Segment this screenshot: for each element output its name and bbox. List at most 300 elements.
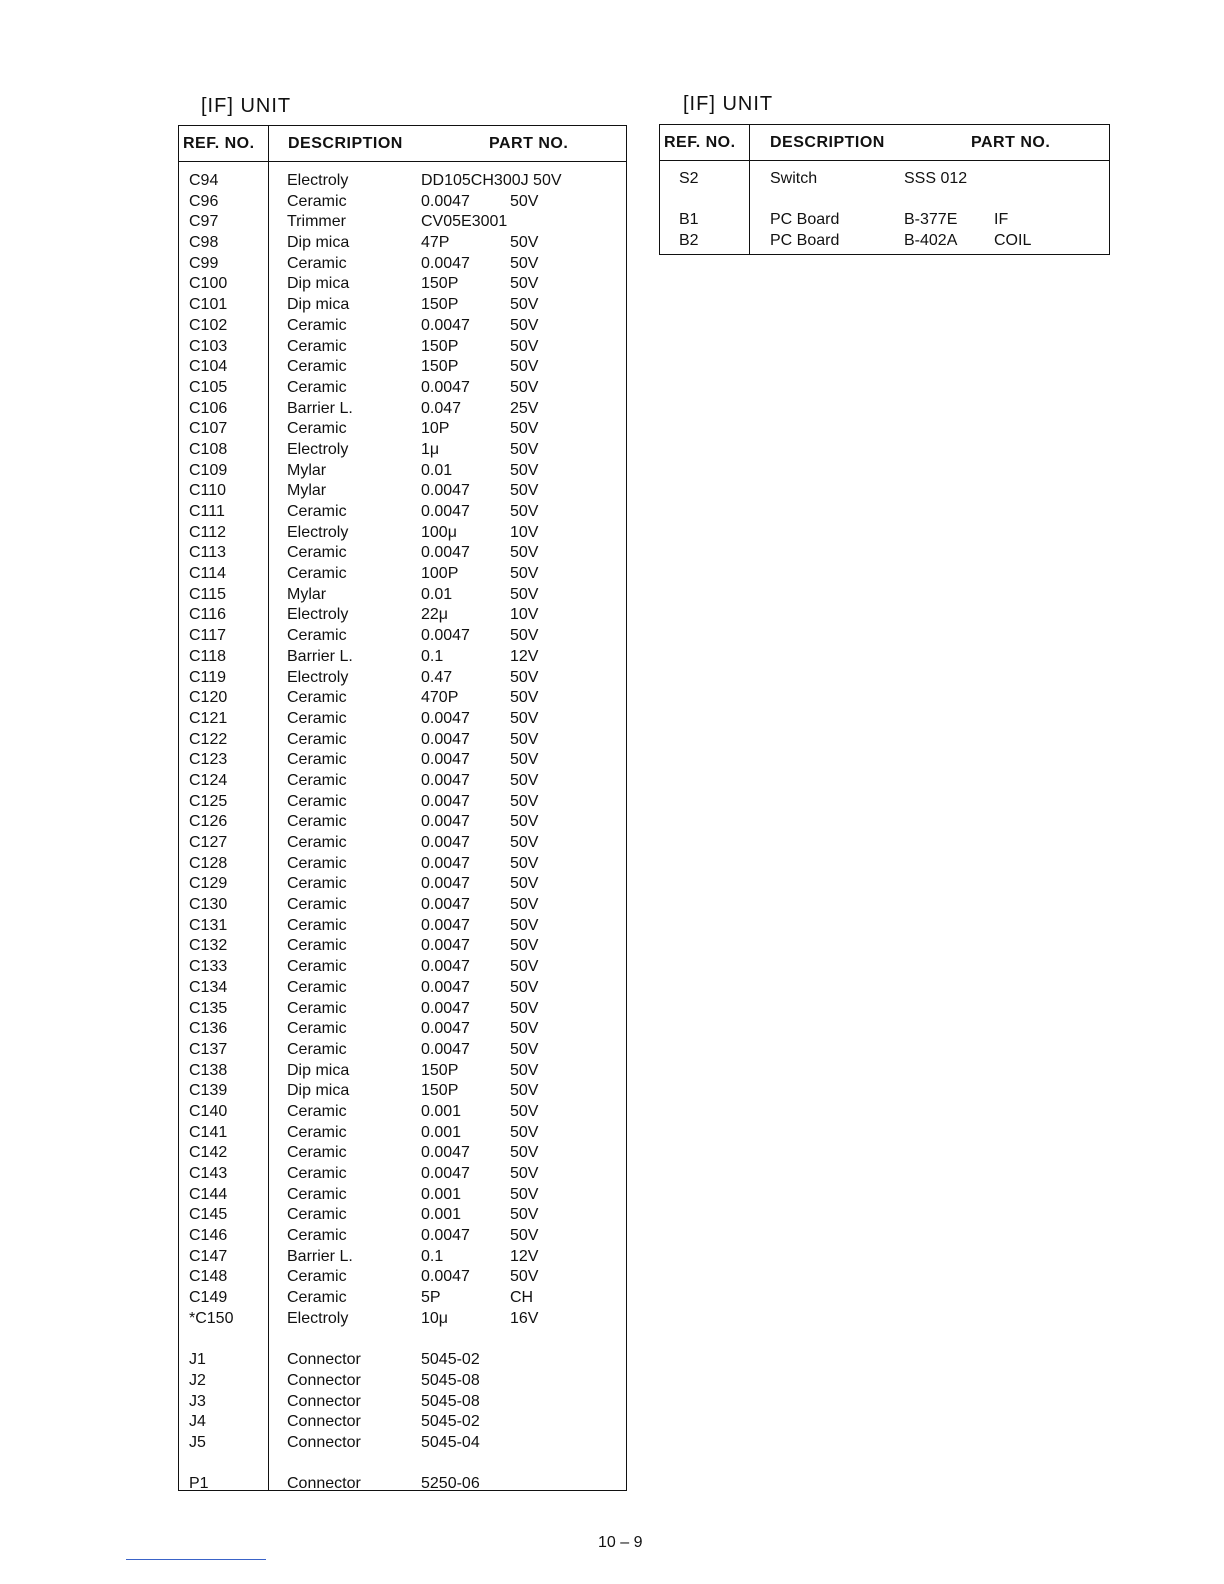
ref-no-cell: C117 xyxy=(189,627,227,645)
table-row xyxy=(660,169,1109,190)
table-row xyxy=(660,210,1109,231)
rating-cell: 50V xyxy=(510,316,539,334)
description-cell: Electroly xyxy=(287,523,349,541)
ref-no-cell: C131 xyxy=(189,916,228,934)
description-cell: Electroly xyxy=(287,1309,349,1327)
table-row xyxy=(179,978,626,999)
part-no-cell: 0.0047 xyxy=(421,958,470,976)
table-row xyxy=(179,1185,626,1206)
description-cell: Ceramic xyxy=(287,751,347,769)
rating-cell: 50V xyxy=(510,585,539,603)
table-row xyxy=(179,1392,626,1413)
part-no-cell: 47P xyxy=(421,234,450,252)
part-no-cell: 0.0047 xyxy=(421,1165,470,1182)
ref-no-cell: J4 xyxy=(189,1413,206,1431)
description-cell: Dip mica xyxy=(287,275,350,293)
ref-no-cell: C124 xyxy=(189,771,228,789)
part-no-cell: 0.0047 xyxy=(421,792,470,810)
part-no-cell: 0.001 xyxy=(421,1206,462,1224)
part-no-cell: 0.0047 xyxy=(421,937,470,955)
ref-no-cell: C122 xyxy=(189,730,228,748)
table-row xyxy=(179,688,626,709)
left-unit-title: [IF] UNIT xyxy=(201,95,292,117)
description-cell: Ceramic xyxy=(287,1268,347,1286)
table-row xyxy=(179,1288,626,1309)
ref-no-cell: C115 xyxy=(189,585,227,603)
part-no-cell: CV05E3001 xyxy=(421,213,508,231)
description-cell: Ceramic xyxy=(287,978,347,996)
table-row xyxy=(179,1226,626,1247)
part-no-cell: 22μ xyxy=(421,606,449,624)
rating-cell: 50V xyxy=(510,689,539,707)
ref-no-cell: C144 xyxy=(189,1185,228,1203)
table-row xyxy=(179,957,626,978)
description-cell: Ceramic xyxy=(287,730,347,748)
table-row xyxy=(179,585,626,606)
description-cell: Dip mica xyxy=(287,1061,350,1079)
table-row xyxy=(179,399,626,420)
table-row xyxy=(179,1433,626,1454)
table-row xyxy=(179,1412,626,1433)
ref-no-cell: J1 xyxy=(189,1351,206,1369)
rating-cell: CH xyxy=(510,1289,534,1307)
table-row xyxy=(179,337,626,358)
rating-cell: 12V xyxy=(510,647,539,665)
ref-no-cell: C100 xyxy=(189,275,228,293)
ref-no-cell: C108 xyxy=(189,440,228,458)
description-cell: Barrier L. xyxy=(287,647,353,665)
rating-cell: 50V xyxy=(510,1020,539,1038)
part-no-cell: 10P xyxy=(421,420,450,438)
part-no-cell: 0.01 xyxy=(421,461,453,479)
description-cell: Barrier L. xyxy=(287,399,353,417)
ref-no-cell: C126 xyxy=(189,813,228,831)
table-row xyxy=(179,833,626,854)
description-cell: Connector xyxy=(287,1433,361,1451)
rating-cell: 50V xyxy=(510,482,539,500)
description-cell: Ceramic xyxy=(287,544,347,562)
ref-no-cell: C147 xyxy=(189,1247,228,1265)
rating-cell: 50V xyxy=(510,1185,539,1203)
rating-cell: 50V xyxy=(510,1102,539,1120)
table-row xyxy=(179,812,626,833)
rating-cell: 50V xyxy=(510,813,539,831)
part-no-cell: 0.0047 xyxy=(421,771,470,789)
description-cell: Dip mica xyxy=(287,234,350,252)
description-cell: PC Board xyxy=(770,211,840,229)
rating-cell: COIL xyxy=(994,232,1032,250)
description-cell: Ceramic xyxy=(287,1040,347,1058)
part-no-cell: 0.0047 xyxy=(421,192,470,210)
rating-cell: 50V xyxy=(510,1227,539,1245)
rating-cell: 50V xyxy=(510,709,539,727)
ref-no-cell: B2 xyxy=(679,232,699,250)
rating-cell: 50V xyxy=(510,999,539,1017)
header-part-no: PART NO. xyxy=(971,133,1051,151)
rating-cell: 12V xyxy=(510,1247,539,1265)
rating-cell: 50V xyxy=(510,875,539,893)
ref-no-cell: C109 xyxy=(189,461,228,479)
ref-no-cell: J3 xyxy=(189,1392,206,1410)
description-cell: Ceramic xyxy=(287,771,347,789)
rating-cell: 50V xyxy=(510,461,539,479)
ref-no-cell: P1 xyxy=(189,1475,209,1493)
table-row xyxy=(179,461,626,482)
table-row xyxy=(179,771,626,792)
table-row xyxy=(179,626,626,647)
rating-cell: 50V xyxy=(510,358,539,376)
rating-cell: 50V xyxy=(510,834,539,851)
description-cell: Ceramic xyxy=(287,565,347,583)
description-cell: Ceramic xyxy=(287,896,347,914)
part-no-cell: 100P xyxy=(421,565,459,583)
ref-no-cell: C103 xyxy=(189,337,228,355)
table-row xyxy=(179,647,626,668)
table-row xyxy=(179,502,626,523)
part-no-cell: 0.0047 xyxy=(421,254,470,272)
part-no-cell: 0.0047 xyxy=(421,316,470,334)
table-row xyxy=(179,212,626,233)
right-parts-table xyxy=(659,124,1110,255)
description-cell: Ceramic xyxy=(287,192,347,210)
table-body xyxy=(179,162,626,1495)
part-no-cell: 10μ xyxy=(421,1309,449,1327)
description-cell: Mylar xyxy=(287,482,327,500)
description-cell: Electroly xyxy=(287,668,349,686)
description-cell: Electroly xyxy=(287,606,349,624)
description-cell: Ceramic xyxy=(287,378,347,396)
rating-cell: 50V xyxy=(510,1268,539,1286)
rating-cell: 50V xyxy=(510,254,539,272)
rating-cell: 50V xyxy=(510,916,539,934)
ref-no-cell: C104 xyxy=(189,358,228,376)
part-no-cell: 150P xyxy=(421,358,459,376)
ref-no-cell: C116 xyxy=(189,606,227,624)
ref-no-cell: C137 xyxy=(189,1040,228,1058)
part-no-cell: 0.001 xyxy=(421,1185,462,1203)
part-no-cell: 0.0047 xyxy=(421,916,470,934)
ref-no-cell: C110 xyxy=(189,482,227,500)
ref-no-cell: C132 xyxy=(189,937,228,955)
table-row xyxy=(179,316,626,337)
ref-no-cell: C118 xyxy=(189,647,227,665)
description-cell: Ceramic xyxy=(287,709,347,727)
description-cell: Mylar xyxy=(287,461,327,479)
rating-cell: 50V xyxy=(510,440,539,458)
ref-no-cell: J2 xyxy=(189,1371,206,1389)
table-row xyxy=(179,1205,626,1226)
table-row xyxy=(179,419,626,440)
rating-cell: 25V xyxy=(510,399,539,417)
table-row xyxy=(179,295,626,316)
rating-cell: 50V xyxy=(510,544,539,562)
ref-no-cell: B1 xyxy=(679,211,699,229)
ref-no-cell: C148 xyxy=(189,1268,228,1286)
ref-no-cell: C142 xyxy=(189,1144,228,1162)
part-no-cell: DD105CH300J 50V xyxy=(421,172,562,189)
table-row xyxy=(179,750,626,771)
description-cell: Ceramic xyxy=(287,854,347,872)
part-no-cell: 0.1 xyxy=(421,647,444,665)
table-row xyxy=(179,1019,626,1040)
description-cell: Connector xyxy=(287,1351,361,1369)
header-part-no: PART NO. xyxy=(489,134,569,152)
part-no-cell: 0.0047 xyxy=(421,813,470,831)
description-cell: Mylar xyxy=(287,585,327,603)
ref-no-cell: C143 xyxy=(189,1165,228,1182)
table-row xyxy=(179,668,626,689)
rating-cell: 50V xyxy=(510,192,539,210)
rating-cell: 50V xyxy=(510,627,539,645)
rating-cell: 10V xyxy=(510,523,539,541)
description-cell: Ceramic xyxy=(287,1289,347,1307)
part-no-cell: 0.0047 xyxy=(421,482,470,500)
rating-cell: 16V xyxy=(510,1309,539,1327)
rating-cell: 50V xyxy=(510,234,539,252)
rating-cell: 50V xyxy=(510,1040,539,1058)
part-no-cell: 150P xyxy=(421,275,459,293)
table-body xyxy=(660,161,1109,252)
description-cell: Ceramic xyxy=(287,875,347,893)
rating-cell: 50V xyxy=(510,668,539,686)
description-cell: Ceramic xyxy=(287,1185,347,1203)
part-no-cell: 0.047 xyxy=(421,399,462,417)
part-no-cell: 0.0047 xyxy=(421,1040,470,1058)
description-cell: Ceramic xyxy=(287,813,347,831)
rating-cell: 10V xyxy=(510,606,539,624)
part-no-cell: 150P xyxy=(421,1061,459,1079)
part-no-cell: 0.0047 xyxy=(421,544,470,562)
table-row xyxy=(179,1061,626,1082)
description-cell: Ceramic xyxy=(287,337,347,355)
table-row xyxy=(179,1081,626,1102)
ref-no-cell: C96 xyxy=(189,192,219,210)
table-row xyxy=(179,936,626,957)
ref-no-cell: C139 xyxy=(189,1082,228,1100)
part-no-cell: 0.0047 xyxy=(421,1020,470,1038)
ref-no-cell: C125 xyxy=(189,792,228,810)
part-no-cell: 1μ xyxy=(421,440,440,458)
description-cell: PC Board xyxy=(770,232,840,250)
table-header xyxy=(179,126,626,162)
ref-no-cell: C135 xyxy=(189,999,228,1017)
rating-cell: 50V xyxy=(510,378,539,396)
description-cell: Trimmer xyxy=(287,213,346,231)
rating-cell: 50V xyxy=(510,337,539,355)
rating-cell: 50V xyxy=(510,896,539,914)
ref-no-cell: S2 xyxy=(679,170,699,187)
part-no-cell: 0.0047 xyxy=(421,896,470,914)
rating-cell: 50V xyxy=(510,1123,539,1141)
rating-cell: 50V xyxy=(510,854,539,872)
ref-no-cell: C94 xyxy=(189,172,219,189)
ref-no-cell: C107 xyxy=(189,420,228,438)
table-row xyxy=(179,440,626,461)
table-row xyxy=(179,233,626,254)
part-no-cell: 150P xyxy=(421,337,459,355)
ref-no-cell: C129 xyxy=(189,875,228,893)
table-row xyxy=(179,916,626,937)
ref-no-cell: C120 xyxy=(189,689,228,707)
ref-no-cell: C114 xyxy=(189,565,227,583)
ref-no-cell: C98 xyxy=(189,234,219,252)
left-parts-table xyxy=(178,125,627,1491)
ref-no-cell: C145 xyxy=(189,1206,228,1224)
description-cell: Barrier L. xyxy=(287,1247,353,1265)
part-no-cell: 0.0047 xyxy=(421,875,470,893)
table-row xyxy=(179,999,626,1020)
part-no-cell: 470P xyxy=(421,689,459,707)
table-row xyxy=(179,274,626,295)
table-row xyxy=(179,564,626,585)
header-ref-no: REF. NO. xyxy=(183,134,255,152)
table-row xyxy=(179,357,626,378)
table-row xyxy=(179,730,626,751)
rating-cell: 50V xyxy=(510,1144,539,1162)
part-no-cell: 0.0047 xyxy=(421,503,470,520)
rating-cell: 50V xyxy=(510,751,539,769)
table-row xyxy=(179,1267,626,1288)
part-no-cell: 0.0047 xyxy=(421,751,470,769)
rating-cell: 50V xyxy=(510,978,539,996)
rating-cell: 50V xyxy=(510,792,539,810)
part-no-cell: 5250-06 xyxy=(421,1475,480,1493)
description-cell: Connector xyxy=(287,1475,361,1493)
table-row xyxy=(179,254,626,275)
part-no-cell: 150P xyxy=(421,1082,459,1100)
ref-no-cell: C101 xyxy=(189,296,228,314)
ref-no-cell: J5 xyxy=(189,1433,206,1451)
part-no-cell: 0.0047 xyxy=(421,378,470,396)
description-cell: Ceramic xyxy=(287,689,347,707)
rating-cell: 50V xyxy=(510,1206,539,1224)
table-row xyxy=(179,1164,626,1185)
ref-no-cell: C99 xyxy=(189,254,219,272)
table-row xyxy=(179,1350,626,1371)
part-no-cell: 0.0047 xyxy=(421,1268,470,1286)
ref-no-cell: C133 xyxy=(189,958,228,976)
rating-cell: 50V xyxy=(510,730,539,748)
ref-no-cell: C138 xyxy=(189,1061,228,1079)
ref-no-cell: C149 xyxy=(189,1289,228,1307)
part-no-cell: SSS 012 xyxy=(904,170,968,187)
description-cell: Switch xyxy=(770,170,818,187)
description-cell: Ceramic xyxy=(287,1165,347,1182)
description-cell: Ceramic xyxy=(287,316,347,334)
table-row xyxy=(179,1474,626,1495)
group-spacer xyxy=(179,1454,626,1475)
description-cell: Connector xyxy=(287,1413,361,1431)
header-description: DESCRIPTION xyxy=(770,133,885,151)
ref-no-cell: C128 xyxy=(189,854,228,872)
part-no-cell: 5045-02 xyxy=(421,1351,480,1369)
description-cell: Ceramic xyxy=(287,627,347,645)
rating-cell: 50V xyxy=(510,937,539,955)
ref-no-cell: C102 xyxy=(189,316,228,334)
rating-cell: IF xyxy=(994,211,1009,229)
rating-cell: 50V xyxy=(510,1082,539,1100)
description-cell: Ceramic xyxy=(287,254,347,272)
part-no-cell: 0.1 xyxy=(421,1247,444,1265)
part-no-cell: 0.0047 xyxy=(421,709,470,727)
description-cell: Ceramic xyxy=(287,1102,347,1120)
rating-cell: 50V xyxy=(510,1165,539,1182)
rating-cell: 50V xyxy=(510,503,539,520)
table-row xyxy=(179,1143,626,1164)
part-no-cell: 0.0047 xyxy=(421,627,470,645)
description-cell: Ceramic xyxy=(287,358,347,376)
part-no-cell: 5045-04 xyxy=(421,1433,480,1451)
ref-no-cell: C136 xyxy=(189,1020,228,1038)
part-no-cell: 5045-08 xyxy=(421,1371,480,1389)
rating-cell: 50V xyxy=(510,420,539,438)
description-cell: Ceramic xyxy=(287,958,347,976)
ref-no-cell: C113 xyxy=(189,544,227,562)
rating-cell: 50V xyxy=(510,771,539,789)
table-row xyxy=(179,378,626,399)
description-cell: Ceramic xyxy=(287,916,347,934)
description-cell: Ceramic xyxy=(287,937,347,955)
table-row xyxy=(179,1309,626,1330)
part-no-cell: 0.001 xyxy=(421,1102,462,1120)
description-cell: Ceramic xyxy=(287,1144,347,1162)
description-cell: Connector xyxy=(287,1371,361,1389)
part-no-cell: 150P xyxy=(421,296,459,314)
description-cell: Ceramic xyxy=(287,1206,347,1224)
table-row xyxy=(179,792,626,813)
part-no-cell: 0.0047 xyxy=(421,834,470,851)
part-no-cell: 0.0047 xyxy=(421,730,470,748)
description-cell: Electroly xyxy=(287,172,349,189)
ref-no-cell: C140 xyxy=(189,1102,228,1120)
page-number: 10 – 9 xyxy=(598,1534,643,1551)
header-description: DESCRIPTION xyxy=(288,134,403,152)
description-cell: Ceramic xyxy=(287,503,347,520)
ref-no-cell: C127 xyxy=(189,834,228,851)
part-no-cell: 0.47 xyxy=(421,668,453,686)
table-row xyxy=(179,481,626,502)
part-no-cell: 0.0047 xyxy=(421,978,470,996)
ref-no-cell: C111 xyxy=(189,503,225,520)
part-no-cell: B-402A xyxy=(904,232,958,250)
ref-no-cell: C123 xyxy=(189,751,228,769)
ref-no-cell: C106 xyxy=(189,399,228,417)
table-row xyxy=(179,605,626,626)
part-no-cell: B-377E xyxy=(904,211,958,229)
table-row xyxy=(179,874,626,895)
rating-cell: 50V xyxy=(510,1061,539,1079)
ref-no-cell: C105 xyxy=(189,378,228,396)
rating-cell: 50V xyxy=(510,296,539,314)
part-no-cell: 5045-02 xyxy=(421,1413,480,1431)
description-cell: Ceramic xyxy=(287,1227,347,1245)
table-row xyxy=(179,1123,626,1144)
description-cell: Connector xyxy=(287,1392,361,1410)
ref-no-cell: C146 xyxy=(189,1227,228,1245)
rating-cell: 50V xyxy=(510,565,539,583)
description-cell: Dip mica xyxy=(287,296,350,314)
group-spacer xyxy=(660,190,1109,211)
description-cell: Ceramic xyxy=(287,999,347,1017)
ref-no-cell: *C150 xyxy=(189,1309,234,1327)
table-row xyxy=(179,1102,626,1123)
part-no-cell: 0.0047 xyxy=(421,1227,470,1245)
table-row xyxy=(179,1040,626,1061)
part-no-cell: 5P xyxy=(421,1289,441,1307)
part-no-cell: 100μ xyxy=(421,523,457,541)
part-no-cell: 0.0047 xyxy=(421,999,470,1017)
rating-cell: 50V xyxy=(510,275,539,293)
